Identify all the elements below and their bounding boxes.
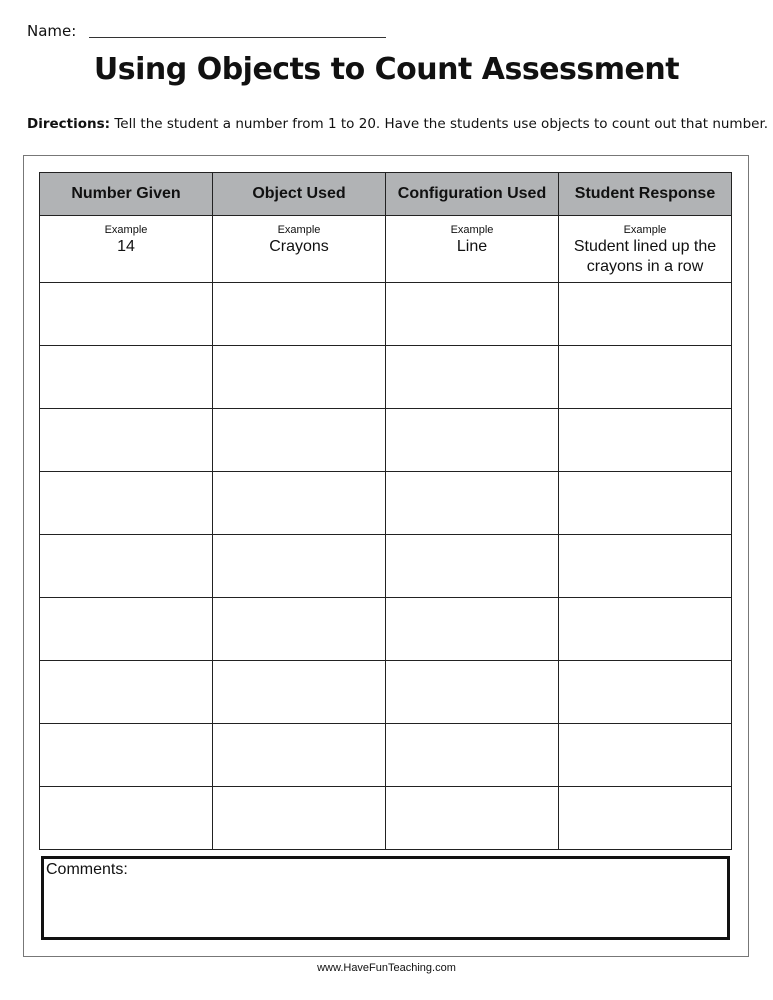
answer-cell-number-given[interactable] <box>40 283 213 346</box>
table-row <box>40 409 732 472</box>
name-label: Name: <box>27 22 77 40</box>
example-value: Crayons <box>269 238 329 255</box>
directions <box>27 116 769 132</box>
answer-cell-number-given[interactable] <box>40 598 213 661</box>
answer-cell-student-response[interactable] <box>559 661 732 724</box>
answer-cell-student-response[interactable] <box>559 472 732 535</box>
answer-cell-configuration-used[interactable] <box>386 283 559 346</box>
answer-cell-configuration-used[interactable] <box>386 598 559 661</box>
answer-cell-configuration-used[interactable] <box>386 535 559 598</box>
example-value: 14 <box>117 238 135 255</box>
answer-cell-number-given[interactable] <box>40 724 213 787</box>
header-number-given: Number Given <box>40 173 213 216</box>
header-object-used: Object Used <box>213 173 386 216</box>
footer-url: www.HaveFunTeaching.com <box>317 962 456 974</box>
answer-cell-number-given[interactable] <box>40 535 213 598</box>
table-row <box>40 787 732 850</box>
answer-cell-student-response[interactable] <box>559 598 732 661</box>
example-cell-configuration-used <box>386 216 559 283</box>
comments-label: Comments: <box>46 861 128 878</box>
answer-cell-object-used[interactable] <box>213 787 386 850</box>
table-row <box>40 472 732 535</box>
answer-cell-student-response[interactable] <box>559 535 732 598</box>
answer-cell-number-given[interactable] <box>40 346 213 409</box>
answer-cell-object-used[interactable] <box>213 472 386 535</box>
directions-label: Directions: <box>27 116 111 132</box>
name-line[interactable] <box>89 37 386 38</box>
table-row <box>40 661 732 724</box>
answer-cell-object-used[interactable] <box>213 535 386 598</box>
example-value: Student lined up the crayons in a row <box>573 238 717 275</box>
answer-cell-configuration-used[interactable] <box>386 346 559 409</box>
answer-cell-configuration-used[interactable] <box>386 409 559 472</box>
example-label: Example <box>450 224 494 236</box>
answer-cell-object-used[interactable] <box>213 661 386 724</box>
answer-cell-student-response[interactable] <box>559 283 732 346</box>
table-header-row <box>40 173 732 216</box>
answer-cell-configuration-used[interactable] <box>386 661 559 724</box>
answer-cell-number-given[interactable] <box>40 787 213 850</box>
answer-cell-number-given[interactable] <box>40 409 213 472</box>
example-label: Example <box>623 224 667 236</box>
answer-cell-object-used[interactable] <box>213 409 386 472</box>
answer-cell-object-used[interactable] <box>213 283 386 346</box>
comments-box[interactable] <box>41 856 730 940</box>
answer-cell-student-response[interactable] <box>559 409 732 472</box>
answer-cell-number-given[interactable] <box>40 472 213 535</box>
answer-cell-student-response[interactable] <box>559 787 732 850</box>
example-cell-object-used <box>213 216 386 283</box>
answer-cell-configuration-used[interactable] <box>386 787 559 850</box>
answer-cell-number-given[interactable] <box>40 661 213 724</box>
answer-cell-student-response[interactable] <box>559 346 732 409</box>
table-row <box>40 598 732 661</box>
example-row <box>40 216 732 283</box>
answer-cell-object-used[interactable] <box>213 724 386 787</box>
table-row <box>40 535 732 598</box>
header-student-response: Student Response <box>559 173 732 216</box>
directions-text: Tell the student a number from 1 to 20. Have the students use objects to count out that number. <box>110 116 769 132</box>
table-row <box>40 283 732 346</box>
example-label: Example <box>104 224 148 236</box>
answer-cell-configuration-used[interactable] <box>386 724 559 787</box>
answer-cell-configuration-used[interactable] <box>386 472 559 535</box>
example-label: Example <box>277 224 321 236</box>
answer-cell-student-response[interactable] <box>559 724 732 787</box>
table-row <box>40 346 732 409</box>
example-value: Line <box>456 238 488 255</box>
assessment-table <box>39 172 732 850</box>
example-cell-student-response <box>559 216 732 283</box>
example-cell-number-given <box>40 216 213 283</box>
answer-cell-object-used[interactable] <box>213 346 386 409</box>
table-row <box>40 724 732 787</box>
header-configuration-used: Configuration Used <box>386 173 559 216</box>
answer-cell-object-used[interactable] <box>213 598 386 661</box>
page-title: Using Objects to Count Assessment <box>93 52 680 87</box>
